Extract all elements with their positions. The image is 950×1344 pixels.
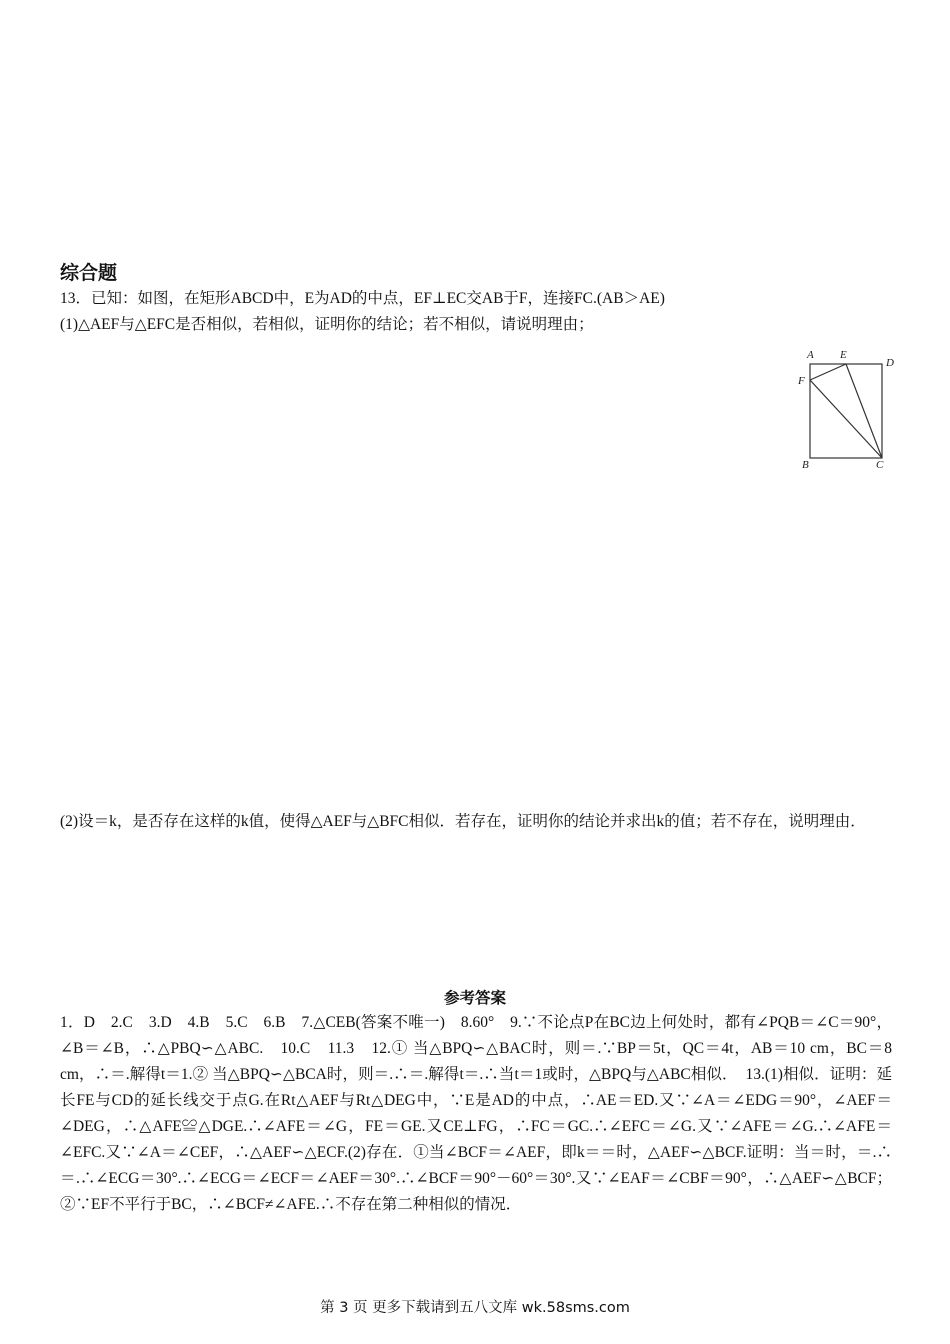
label-a: A [807,349,814,361]
label-e: E [840,349,847,361]
label-f: F [798,375,805,387]
question-part-1: (1)△AEF与△EFC是否相似，若相似，证明你的结论；若不相似，请说明理由； [60,316,594,333]
section-title: 综合题 [60,262,118,284]
label-c: C [876,459,884,471]
rectangle-abcd [810,364,882,458]
segment-fc [810,380,882,458]
rectangle-figure [796,346,906,479]
label-d: D [886,357,894,369]
geometry-diagram [796,346,906,474]
answers-body: 1．D 2.C 3.D 4.B 5.C 6.B 7.△CEB(答案不唯一) 8.60° 9.∵不论点P在BC边上何处时，都有∠PQB＝∠C＝90°，∠B＝∠B，∴△PBQ∽△ABC. 10.C 11.3 12.① 当△BPQ∽△BAC时，则＝.∵BP＝5t，QC＝4t，AB＝10 cm，BC＝8 cm，∴＝.解得t＝1.② 当△BPQ∽△BCA时，则＝.∴＝.解得t＝.∴当t＝1或时，△BPQ与△ABC相似． 13.(1)相似．证明：延长FE与CD的延长线交于点G.在Rt△AEF与Rt△DEG中，∵E是AD的中点，∴AE＝ED.又∵∠A＝∠EDG＝90°，∠AEF＝∠DEG，∴△AFE≌△DGE.∴∠AFE＝∠G，FE＝GE.又CE⊥FG，∴FC＝GC.∴∠EFC＝∠G.又∵∠AFE＝∠G.∴∠AFE＝∠EFC.又∵∠A＝∠CEF，∴△AEF∽△ECF.(2)存在．①当∠BCF＝∠AEF，即k＝＝时，△AEF∽△BCF.证明：当＝时，＝.∴＝.∴∠ECG＝30°.∴∠ECG＝∠ECF＝∠AEF＝30°.∴∠BCF＝90°－60°＝30°.又∵∠EAF＝∠CBF＝90°，∴△AEF∽△BCF；②∵EF不平行于BC，∴∠BCF≠∠AFE.∴不存在第二种相似的情况． [60,1014,892,1213]
answers-title: 参考答案 [443,989,506,1007]
page-footer: 第 3 页 更多下载请到五八文库 wk.58sms.com [320,1300,630,1316]
question-part-2: (2)设＝k，是否存在这样的k值，使得△AEF与△BFC相似．若存在，证明你的结论并求出k的值；若不存在，说明理由． [60,813,866,830]
segment-ec [846,364,882,458]
label-b: B [802,459,809,471]
segment-fe [810,364,846,380]
question-stem: 13．已知：如图，在矩形ABCD中，E为AD的中点，EF⊥EC交AB于F，连接FC.(AB＞AE) [60,290,665,307]
